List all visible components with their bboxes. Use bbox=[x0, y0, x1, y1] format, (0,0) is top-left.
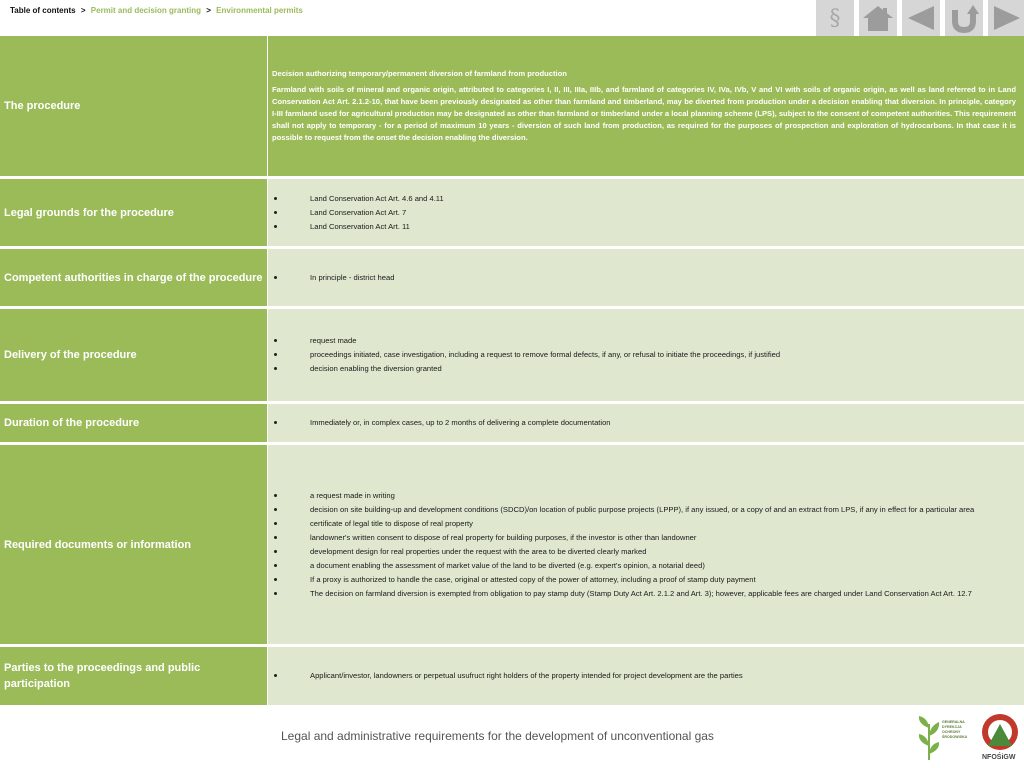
return-icon bbox=[947, 3, 981, 33]
row-label: Competent authorities in charge of the procedure bbox=[0, 249, 267, 306]
back-button[interactable] bbox=[902, 0, 940, 36]
row-label: Parties to the proceedings and public participation bbox=[0, 647, 267, 705]
row-label: The procedure bbox=[0, 36, 267, 176]
list-item: In principle - district head bbox=[268, 272, 1020, 284]
list-item: proceedings initiated, case investigation, including a request to remove formal defects, if any, or refusal to initiate the proceedings, if justified bbox=[268, 349, 1020, 361]
list-item: The decision on farmland diversion is exempted from obligation to pay stamp duty (Stamp Duty Act Art. 2.1.2 and Art. 3); however, applicable fees are charged under Land Conservation Act Art. 12.7 bbox=[268, 588, 1020, 600]
row-content bbox=[268, 309, 1024, 401]
list-item: Land Conservation Act Art. 4.6 and 4.11 bbox=[268, 193, 1020, 205]
list-item: a document enabling the assessment of market value of the land to be diverted (e.g. expert's opinion, a notarial deed) bbox=[268, 560, 1020, 572]
breadcrumb bbox=[10, 6, 303, 15]
row-label: Duration of the procedure bbox=[0, 404, 267, 442]
breadcrumb-environmental-permits[interactable]: Environmental permits bbox=[216, 6, 303, 15]
table-row-duration bbox=[0, 404, 1024, 442]
list-item: decision on site building-up and development conditions (SDCD)/on location of public purpose projects (LPPP), if any issued, or a copy of and an extract from LPS, if any in effect for a particular area bbox=[268, 504, 1020, 516]
row-content bbox=[268, 36, 1024, 176]
procedure-description: Farmland with soils of mineral and organic origin, attributed to categories I, II, III, IIIa, IIIb, and farmland of categories IV, IVa, IVb, V and VI with soils of organic origin, as well as land referred to in Land Conservation Act Art. 2.1.2-10, that have been previously designated as other than farmland and timberland, may be diverted from production under a decision enabling that diversion. In principle, category I-III farmland used for agricultural production may be designated as other than farmland or timberland under a local planning scheme (LPS), subject to the consent of competent authorities. This requirement shall not apply to temporary - for a period of maximum 10 years - diversion of such land from production, as required for the purposes of prospection and exploration of hydrocarbons. In that case it is possible to request from the onset the decision enabling the diversion. bbox=[272, 84, 1016, 142]
row-content bbox=[268, 404, 1024, 442]
breadcrumb-permit-and-decision-granting[interactable]: Permit and decision granting bbox=[90, 6, 202, 15]
list-item: certificate of legal title to dispose of real property bbox=[268, 518, 1020, 530]
gdos-logo-text: GENERALNA DYREKCJA OCHRONY ŚRODOWISKA bbox=[942, 720, 968, 739]
forward-arrow-icon bbox=[990, 3, 1024, 33]
table-row-legal-grounds bbox=[0, 179, 1024, 246]
table-row-parties bbox=[0, 647, 1024, 705]
breadcrumb-separator: > bbox=[80, 6, 86, 15]
list-item: If a proxy is authorized to handle the case, original or attested copy of the power of attorney, including a proof of stamp duty payment bbox=[268, 574, 1020, 586]
row-label: Delivery of the procedure bbox=[0, 309, 267, 401]
list-item: development design for real properties under the request with the area to be diverted clearly marked bbox=[268, 546, 1020, 558]
table-row-procedure bbox=[0, 36, 1024, 176]
row-label: Legal grounds for the procedure bbox=[0, 179, 267, 246]
row-content bbox=[268, 647, 1024, 705]
list-item: request made bbox=[268, 335, 1020, 347]
table-row-required-documents bbox=[0, 445, 1024, 644]
breadcrumb-table-of-contents[interactable]: Table of contents bbox=[10, 6, 76, 15]
home-button[interactable] bbox=[859, 0, 897, 36]
return-button[interactable] bbox=[945, 0, 983, 36]
footer-title: Legal and administrative requirements for the development of unconventional gas bbox=[281, 729, 714, 743]
nfosigw-emblem-icon bbox=[978, 712, 1022, 754]
list-item: Applicant/investor, landowners or perpetual usufruct right holders of the property intended for project development are the parties bbox=[268, 670, 1020, 682]
nfosigw-logo bbox=[978, 712, 1022, 764]
back-arrow-icon bbox=[904, 3, 938, 33]
paragraph-icon: § bbox=[829, 5, 841, 31]
forward-button[interactable] bbox=[988, 0, 1024, 36]
table-row-competent-authorities bbox=[0, 249, 1024, 306]
row-content bbox=[268, 179, 1024, 246]
row-label: Required documents or information bbox=[0, 445, 267, 644]
list-item: Land Conservation Act Art. 7 bbox=[268, 207, 1020, 219]
paragraph-button[interactable] bbox=[816, 0, 854, 36]
list-item: Land Conservation Act Art. 11 bbox=[268, 221, 1020, 233]
list-item: a request made in writing bbox=[268, 490, 1020, 502]
procedure-title: Decision authorizing temporary/permanent diversion of farmland from production bbox=[272, 68, 567, 78]
list-item: decision enabling the diversion granted bbox=[268, 363, 1020, 375]
breadcrumb-separator: > bbox=[206, 6, 211, 15]
row-content bbox=[268, 445, 1024, 644]
home-icon bbox=[861, 3, 895, 33]
top-bar bbox=[0, 0, 1024, 36]
gdos-logo bbox=[916, 714, 972, 762]
list-item: landowner's written consent to dispose of real property for building purposes, if the investor is other than landowner bbox=[268, 532, 1020, 544]
row-content bbox=[268, 249, 1024, 306]
nfosigw-logo-text: NFOŚiGW bbox=[982, 754, 1016, 761]
list-item: Immediately or, in complex cases, up to 2 months of delivering a complete documentation bbox=[268, 417, 1020, 429]
leaf-icon bbox=[916, 714, 942, 762]
table-row-delivery bbox=[0, 309, 1024, 401]
